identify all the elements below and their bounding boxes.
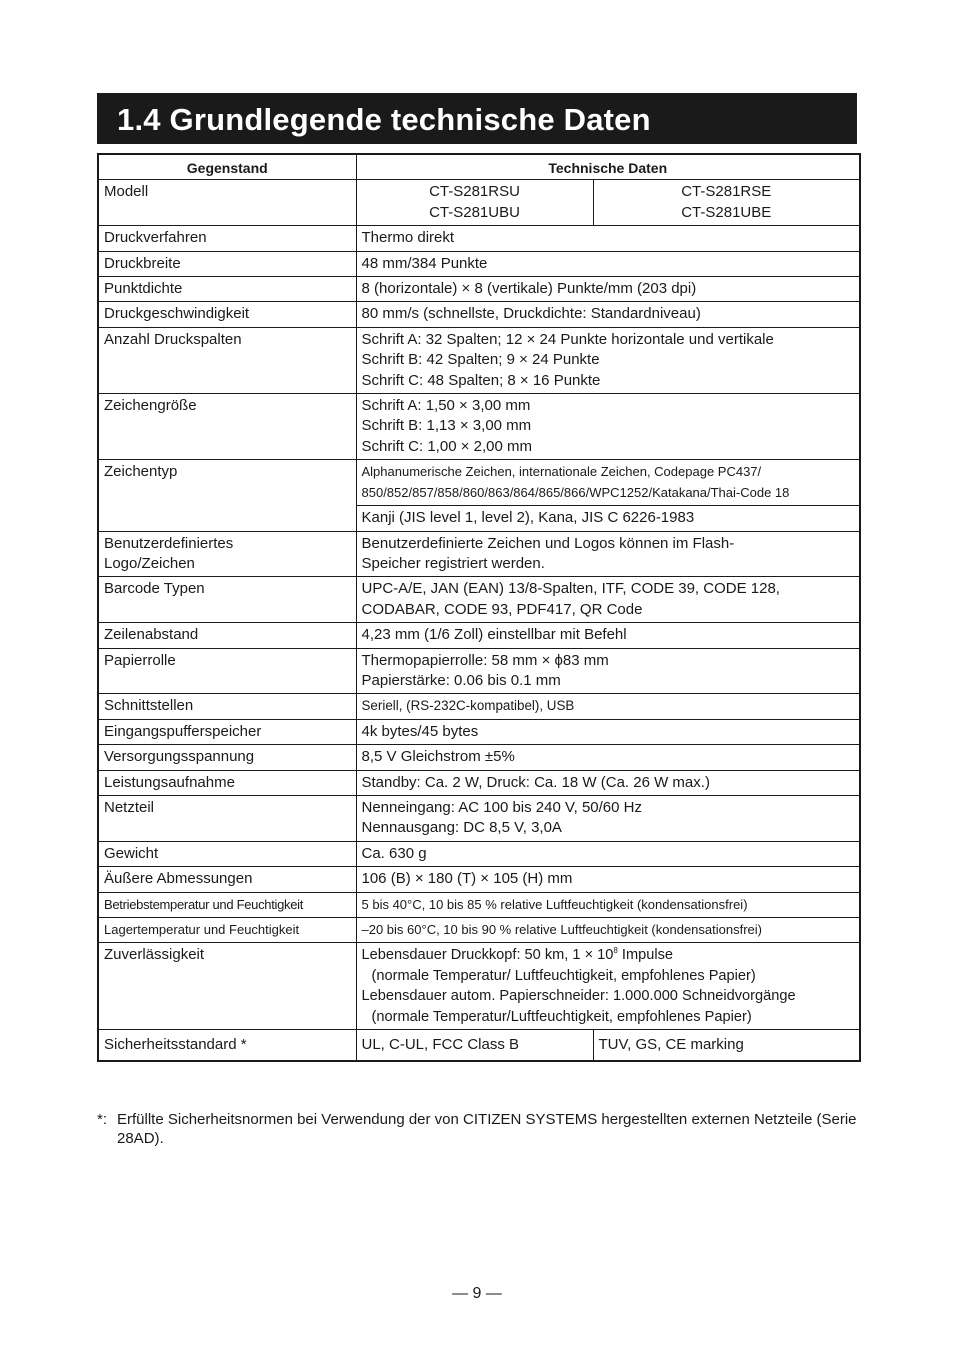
table-row-zuverlaessigkeit (98, 943, 860, 1030)
row-value (356, 460, 860, 506)
row-label: Schnittstellen (98, 694, 356, 719)
value-line: Schrift C: 48 Spalten; 8 × 16 Punkte (361, 371, 601, 389)
row-label: Anzahl Druckspalten (98, 327, 356, 393)
value-line: Nennausgang: DC 8,5 V, 3,0A (361, 819, 562, 837)
row-value-b: TUV, GS, CE marking (593, 1030, 860, 1062)
table-row-barcode (98, 577, 860, 623)
spec-table (97, 153, 861, 1062)
row-label: Zeilenabstand (98, 623, 356, 648)
model-a1: CT-S281RSU (429, 183, 520, 201)
row-label: Zeichentyp (98, 460, 356, 531)
table-row-punktdichte (98, 277, 860, 302)
table-row-druckverfahren (98, 226, 860, 251)
header-technische-daten: Technische Daten (356, 154, 860, 180)
value-line: (normale Temperatur/ Luftfeuchtigkeit, empfohlenes Papier) (371, 967, 756, 984)
row-label: Barcode Typen (98, 577, 356, 623)
row-value: Seriell, (RS-232C-kompatibel), USB (356, 694, 860, 719)
row-label (98, 531, 356, 577)
row-value: Thermo direkt (356, 226, 860, 251)
table-row-zeilenabstand (98, 623, 860, 648)
label-line: Logo/Zeichen (104, 554, 195, 572)
row-value: 48 mm/384 Punkte (356, 251, 860, 276)
value-line: Schrift C: 1,00 × 2,00 mm (361, 437, 532, 455)
value-line: Benutzerdefinierte Zeichen und Logos können im Flash- (361, 534, 735, 552)
row-label: Netzteil (98, 795, 356, 841)
table-row-betriebstemp (98, 892, 860, 917)
table-row-gewicht (98, 841, 860, 866)
row-label: Druckbreite (98, 251, 356, 276)
value-line: Schrift B: 42 Spalten; 9 × 24 Punkte (361, 351, 600, 369)
value-line (362, 945, 855, 965)
table-row-druckgeschwindigkeit (98, 302, 860, 327)
row-value: Kanji (JIS level 1, level 2), Kana, JIS C 6226-1983 (356, 506, 860, 531)
row-value: 5 bis 40°C, 10 bis 85 % relative Luftfeuchtigkeit (kondensationsfrei) (356, 892, 860, 917)
row-label: Druckgeschwindigkeit (98, 302, 356, 327)
row-value (356, 394, 860, 460)
value-line: Thermopapierrolle: 58 mm × ϕ83 mm (361, 651, 609, 669)
row-value: 80 mm/s (schnellste, Druckdichte: Standardniveau) (356, 302, 860, 327)
header-gegenstand: Gegenstand (98, 154, 356, 180)
table-row-modell (98, 180, 860, 226)
table-row-sicherheit (98, 1030, 860, 1062)
value-line: 850/852/857/858/860/863/864/865/866/WPC1252/Katakana/Thai-Code 18 (361, 484, 790, 500)
row-label: Zuverlässigkeit (98, 943, 356, 1030)
table-row-druckspalten (98, 327, 860, 393)
value-line: Nenneingang: AC 100 bis 240 V, 50/60 Hz (361, 798, 642, 816)
table-row-benutzer (98, 531, 860, 577)
table-row-leistung (98, 770, 860, 795)
page-number: — 9 — (452, 1285, 502, 1302)
row-label: Eingangspufferspeicher (98, 719, 356, 744)
row-value: 4k bytes/45 bytes (356, 719, 860, 744)
footnote-mark: *: (97, 1111, 108, 1128)
value-line: Lebensdauer autom. Papierschneider: 1.000.000 Schneidvorgänge (361, 988, 796, 1005)
row-label: Leistungsaufnahme (98, 770, 356, 795)
value-line: Alphanumerische Zeichen, internationale Zeichen, Codepage PC437/ (361, 464, 762, 480)
row-value: 4,23 mm (1/6 Zoll) einstellbar mit Befehl (356, 623, 860, 648)
row-label: Betriebstemperatur und Feuchtigkeit (98, 892, 356, 917)
exponent: 8 (613, 946, 618, 956)
value-line: CODABAR, CODE 93, PDF417, QR Code (361, 600, 643, 618)
table-row-eingangspuffer (98, 719, 860, 744)
model-variant-a (356, 180, 593, 226)
table-row-versorgung (98, 745, 860, 770)
row-value (356, 648, 860, 694)
table-row-lagertemp (98, 918, 860, 943)
row-value: 8,5 V Gleichstrom ±5% (356, 745, 860, 770)
row-label: Versorgungsspannung (98, 745, 356, 770)
row-label: Druckverfahren (98, 226, 356, 251)
section-title-bar (97, 93, 857, 144)
row-value: –20 bis 60°C, 10 bis 90 % relative Luftfeuchtigkeit (kondensationsfrei) (356, 918, 860, 943)
table-row-druckbreite (98, 251, 860, 276)
row-value-a: UL, C-UL, FCC Class B (356, 1030, 593, 1062)
row-value (356, 531, 860, 577)
footnote (97, 1110, 857, 1148)
row-value: Ca. 630 g (356, 841, 860, 866)
value-line: Schrift A: 1,50 × 3,00 mm (361, 397, 531, 415)
value-line: Papierstärke: 0.06 bis 0.1 mm (361, 671, 561, 689)
value-line: Schrift B: 1,13 × 3,00 mm (361, 417, 532, 435)
model-variant-b (593, 180, 860, 226)
footnote-text: Erfüllte Sicherheitsnormen bei Verwendung der von CITIZEN SYSTEMS hergestellten externen Netzteile (Serie 28AD). (117, 1111, 857, 1147)
row-value (356, 943, 860, 1030)
value-text: Impulse (617, 947, 674, 964)
row-label: Modell (98, 180, 356, 226)
value-line: Schrift A: 32 Spalten; 12 × 24 Punkte horizontale und vertikale (361, 330, 774, 348)
model-a2: CT-S281UBU (429, 203, 520, 221)
table-header-row (98, 154, 860, 180)
row-value: Standby: Ca. 2 W, Druck: Ca. 18 W (Ca. 26 W max.) (356, 770, 860, 795)
page-title: 1.4 Grundlegende technische Daten (117, 102, 651, 137)
row-label: Zeichengröße (98, 394, 356, 460)
value-text: Lebensdauer Druckkopf: 50 km, 1 × 10 (361, 947, 614, 964)
table-row-zeichentyp (98, 460, 860, 506)
row-value: 106 (B) × 180 (T) × 105 (H) mm (356, 867, 860, 892)
row-value (356, 577, 860, 623)
row-label: Lagertemperatur und Feuchtigkeit (98, 918, 356, 943)
table-row-schnittstellen (98, 694, 860, 719)
row-value: 8 (horizontale) × 8 (vertikale) Punkte/mm (203 dpi) (356, 277, 860, 302)
row-label: Äußere Abmessungen (98, 867, 356, 892)
row-label: Gewicht (98, 841, 356, 866)
row-label: Sicherheitsstandard * (98, 1030, 356, 1062)
table-row-abmessungen (98, 867, 860, 892)
row-label: Papierrolle (98, 648, 356, 694)
value-line: UPC-A/E, JAN (EAN) 13/8-Spalten, ITF, CODE 39, CODE 128, (361, 580, 780, 598)
value-line: Speicher registriert werden. (361, 554, 545, 572)
table-row-zeichengroesse (98, 394, 860, 460)
label-line: Benutzerdefiniertes (104, 534, 234, 552)
row-label: Punktdichte (98, 277, 356, 302)
model-b1: CT-S281RSE (681, 183, 772, 201)
table-row-papierrolle (98, 648, 860, 694)
row-value (356, 795, 860, 841)
row-value (356, 327, 860, 393)
value-line: (normale Temperatur/Luftfeuchtigkeit, empfohlenes Papier) (371, 1008, 752, 1025)
table-row-netzteil (98, 795, 860, 841)
model-b2: CT-S281UBE (681, 203, 772, 221)
